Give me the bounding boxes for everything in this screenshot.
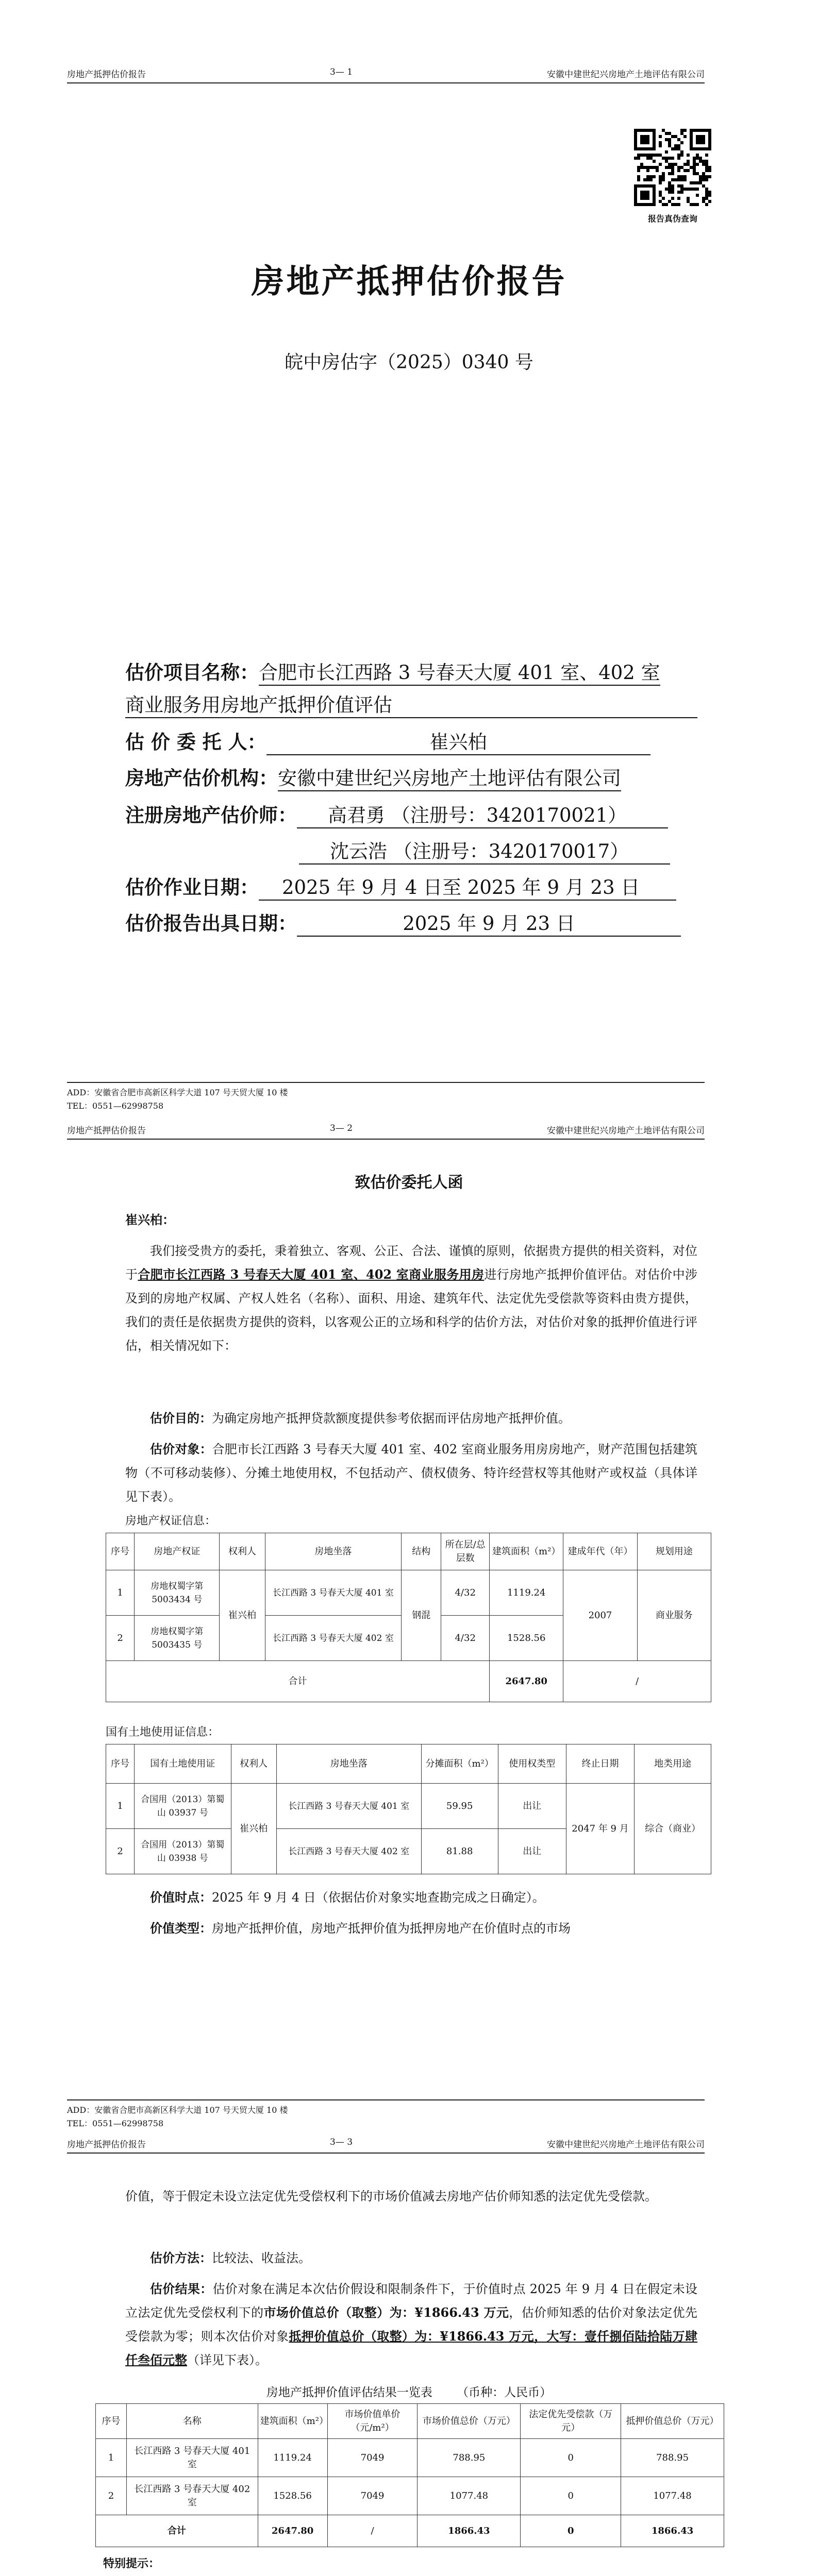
table-cell: 2 [96,2477,127,2515]
client-label: 估 价 委 托 人： [125,731,266,753]
table-header: 市场价值总价（万元） [418,2404,521,2439]
tip-1 [103,2573,701,2576]
result-text-a: 估价对象在满足本次估价假设和限制条件下，于价值时点 2025 年 9 月 4 日在假定未设立法定优先受偿权利下的 [125,2282,698,2320]
header-divider [67,2153,705,2154]
table-row [96,2439,724,2477]
table-cell: 4/32 [441,1616,490,1661]
page-header-3 [67,2137,705,2153]
result-text-d: （详见下表）。 [187,2353,268,2367]
header-left: 房地产抵押估价报告 [67,1126,146,1136]
result-paragraph [125,2277,697,2372]
table-cell: 7049 [327,2439,418,2477]
table-cell: 钢混 [402,1570,441,1661]
footer-divider [67,1082,705,1083]
purpose-text: 为确定房地产抵押贷款额度提供参考依据而评估房地产抵押价值。 [212,1411,571,1426]
result-label: 估价结果： [150,2281,213,2296]
table-row [96,2477,724,2515]
table-cell: 0 [521,2477,621,2515]
table-header: 建筑面积（m²） [490,1533,563,1570]
purpose-label: 估价目的： [150,1411,212,1426]
qr-code-image [634,129,711,206]
table-cell: 出让 [498,1829,566,1874]
header-divider [67,1139,705,1140]
page-footer [67,1086,288,1113]
intro-subject: 合肥市长江西路 3 号春天大厦 401 室、402 室商业服务用房 [138,1267,485,1282]
table-cell: 2 [106,1616,135,1661]
table-cell: 788.95 [621,2439,724,2477]
land-certificate-table [106,1744,711,1874]
header-left: 房地产抵押估价报告 [67,2140,146,2150]
appraiser-2: 沈云浩 （注册号：3420170017） [299,836,670,865]
report-title: 房地产抵押估价报告 [251,262,567,301]
result-text-c: ，估价师知悉的估价对象法定优先受偿款为零；则本次估价对象 [125,2306,698,2344]
table-header: 分摊面积（m²） [421,1744,498,1784]
page-header [67,67,705,82]
table-cell: 1077.48 [418,2477,521,2515]
intro-text-b: 进行房地产抵押价值评估。对估价中涉及到的房地产权属、产权人姓名（名称）、面积、用途、建筑年代、法定优先受偿款等资料由贵方提供，我们的责任是依据贵方提供的资料，以客观公正的立场和科学的估价方法，对估价对象的抵押价值进行评估，相关情况如下： [125,1267,698,1353]
table-header: 国有土地使用证 [135,1744,231,1784]
table-cell: 房地权蜀字第 5003435 号 [135,1616,220,1661]
table-cell: 出让 [498,1784,566,1829]
table1-caption: 房地产权证信息： [125,1515,216,1528]
table-cell: 合国用（2013）第蜀山 03937 号 [135,1784,231,1829]
table-cell: / [563,1661,711,1702]
mortgage-value-total: 抵押价值总价（取整）为：¥1866.43 万元，大写：壹仟捌佰陆拾陆万肆仟叁佰元整 [125,2329,697,2367]
table-cell: 59.95 [421,1784,498,1829]
table-cell: 1 [106,1784,135,1829]
project-name-row [125,657,660,686]
table-cell: 长江西路 3 号春天大厦 402 室 [265,1616,402,1661]
purpose-paragraph [125,1406,697,1430]
table-cell: 商业服务 [637,1570,711,1661]
table-header: 结构 [402,1533,441,1570]
table-cell: 1077.48 [621,2477,724,2515]
salutation: 崔兴柏： [125,1212,175,1227]
qr-caption: 报告真伪查询 [647,214,697,224]
report-number: 皖中房估字（2025）0340 号 [285,352,533,373]
table-cell: 1119.24 [490,1570,563,1616]
value-date-paragraph [125,1886,697,1909]
table-cell: 长江西路 3 号春天大厦 402 室 [276,1829,421,1874]
table-cell: 0 [521,2515,621,2547]
table-header: 房地坐落 [276,1744,421,1784]
table-header: 序号 [106,1744,135,1784]
project-value-2: 商业服务用房地产抵押价值评估 [125,689,697,718]
table-header: 建筑面积（m²） [258,2404,327,2439]
header-right: 安徽中建世纪兴房地产土地评估有限公司 [547,1126,705,1136]
table2-caption: 国有土地使用证信息： [106,1726,220,1739]
valuation-result-table [95,2403,724,2547]
header-right: 安徽中建世纪兴房地产土地评估有限公司 [547,2140,705,2150]
object-text: 合肥市长江西路 3 号春天大厦 401 室、402 室商业服务用房房地产，财产范围包括建筑物（不可移动装修）、分摊土地使用权，不包括动产、债权债务、特许经营权等其他财产或权益（具体详见下表）。 [125,1442,697,1504]
work-date-value: 2025 年 9 月 4 日至 2025 年 9 月 23 日 [259,872,676,901]
table-cell: 1866.43 [418,2515,521,2547]
table-header: 权利人 [231,1744,276,1784]
table3-currency: （币种：人民币） [457,2386,552,2399]
table-total-row [106,1661,711,1702]
table-cell: 1866.43 [621,2515,724,2547]
table-cell: 1528.56 [490,1616,563,1661]
table-cell: 合计 [106,1661,490,1702]
table-row [106,1570,711,1616]
object-paragraph [125,1437,697,1509]
market-value-total: 市场价值总价（取整）为：¥1866.43 万元 [263,2305,509,2320]
table-header: 建成年代（年） [563,1533,637,1570]
method-text: 比较法、收益法。 [212,2251,311,2265]
agency-row [125,762,621,791]
table3-caption: 房地产抵押价值评估结果一览表 [266,2386,432,2399]
table-cell: 2647.80 [490,1661,563,1702]
qr-code[interactable] [634,129,711,206]
table-cell: 长江西路 3 号春天大厦 401 室 [126,2439,258,2477]
table-header: 规划用途 [637,1533,711,1570]
work-date-label: 估价作业日期： [125,876,259,899]
table-header: 房地产权证 [135,1533,220,1570]
table-cell: 1119.24 [258,2439,327,2477]
letter-title: 致估价委托人函 [355,1174,463,1192]
project-name-row-2 [125,689,697,718]
table-cell: 2 [106,1829,135,1874]
value-type-continued: 价值，等于假定未设立法定优先受偿权利下的市场价值减去房地产估价师知悉的法定优先受偿款。 [125,2189,657,2204]
table-cell: 综合（商业） [635,1784,711,1874]
agency-label: 房地产估价机构： [125,767,278,789]
method-label: 估价方法： [150,2250,212,2265]
value-date-label: 价值时点： [150,1890,212,1905]
table-cell: 7049 [327,2477,418,2515]
footer-address: ADD：安徽省合肥市高新区科学大道 107 号天贸大厦 10 楼 [67,1088,288,1097]
table-header: 房地坐落 [265,1533,402,1570]
table-cell: 1528.56 [258,2477,327,2515]
table-header: 市场价值单价（元/m²） [327,2404,418,2439]
client-value: 崔兴柏 [266,726,650,755]
table-header: 地类用途 [635,1744,711,1784]
table-header: 抵押价值总价（万元） [621,2404,724,2439]
value-type-text-1: 房地产抵押价值，房地产抵押价值为抵押房地产在价值时点的市场 [212,1921,571,1936]
footer-address: ADD：安徽省合肥市高新区科学大道 107 号天贸大厦 10 楼 [67,2105,288,2115]
table-cell: 1 [106,1570,135,1616]
header-divider [67,82,705,83]
table-cell: 长江西路 3 号春天大厦 401 室 [276,1784,421,1829]
table-header: 所在层/总层数 [441,1533,490,1570]
appraiser-row-2 [299,836,670,865]
page-number: 3— 1 [330,67,353,77]
table-cell: 2047 年 9 月 [566,1784,634,1874]
table-cell: / [327,2515,418,2547]
client-row [125,726,650,755]
issue-date-label: 估价报告出具日期： [125,912,297,935]
page-footer [67,2104,288,2130]
table-row [106,1784,711,1829]
issue-date-value: 2025 年 9 月 23 日 [297,908,681,937]
appraiser-label: 注册房地产估价师： [125,804,297,826]
project-value-1: 合肥市长江西路 3 号春天大厦 401 室、402 室 [259,657,660,686]
footer-tel: TEL：0551—62998758 [67,2119,164,2128]
tips-title: 特别提示： [103,2557,160,2570]
table-cell: 0 [521,2439,621,2477]
table-cell: 崔兴柏 [231,1784,276,1874]
table-header: 序号 [96,2404,127,2439]
value-type-label: 价值类型： [150,1921,212,1936]
table-cell: 长江西路 3 号春天大厦 402 室 [126,2477,258,2515]
value-date-text: 2025 年 9 月 4 日（依据估价对象实地查勘完成之日确定）。 [212,1890,545,1905]
value-type-paragraph [125,1917,697,1940]
table-header: 权利人 [220,1533,265,1570]
page-header-2 [67,1123,705,1139]
agency-value: 安徽中建世纪兴房地产土地评估有限公司 [278,762,621,791]
object-label: 估价对象： [150,1442,212,1456]
table-cell: 合计 [96,2515,258,2547]
table-cell: 788.95 [418,2439,521,2477]
intro-paragraph [125,1239,697,1358]
table-total-row [96,2515,724,2547]
intro-text-a: 我们接受贵方的委托，秉着独立、客观、公正、合法、谨慎的原则，依据贵方提供的相关资料，对位于 [125,1244,697,1282]
table-cell: 2647.80 [258,2515,327,2547]
issue-date-row [125,908,681,937]
project-label: 估价项目名称： [125,661,259,684]
header-right: 安徽中建世纪兴房地产土地评估有限公司 [547,70,705,80]
table-cell: 房地权蜀字第 5003434 号 [135,1570,220,1616]
property-certificate-table [106,1533,711,1702]
table-cell: 2007 [563,1570,637,1661]
table-header: 终止日期 [566,1744,634,1784]
table-cell: 1 [96,2439,127,2477]
table3-caption-row [0,2383,818,2400]
appraiser-1: 高君勇 （注册号：3420170021） [297,800,668,828]
table-header: 使用权类型 [498,1744,566,1784]
appraiser-row [125,800,668,828]
table-cell: 合国用（2013）第蜀山 03938 号 [135,1829,231,1874]
table-header: 法定优先受偿款（万元） [521,2404,621,2439]
page-number: 3— 2 [330,1123,353,1133]
footer-divider [67,2099,705,2100]
page-number: 3— 3 [330,2137,353,2147]
method-paragraph [125,2246,697,2270]
table-cell: 4/32 [441,1570,490,1616]
table-header: 名称 [126,2404,258,2439]
work-date-row [125,872,676,901]
table-header: 序号 [106,1533,135,1570]
table-cell: 崔兴柏 [220,1570,265,1661]
header-left: 房地产抵押估价报告 [67,70,146,80]
table-cell: 81.88 [421,1829,498,1874]
table-cell: 长江西路 3 号春天大厦 401 室 [265,1570,402,1616]
footer-tel: TEL：0551—62998758 [67,1101,164,1111]
